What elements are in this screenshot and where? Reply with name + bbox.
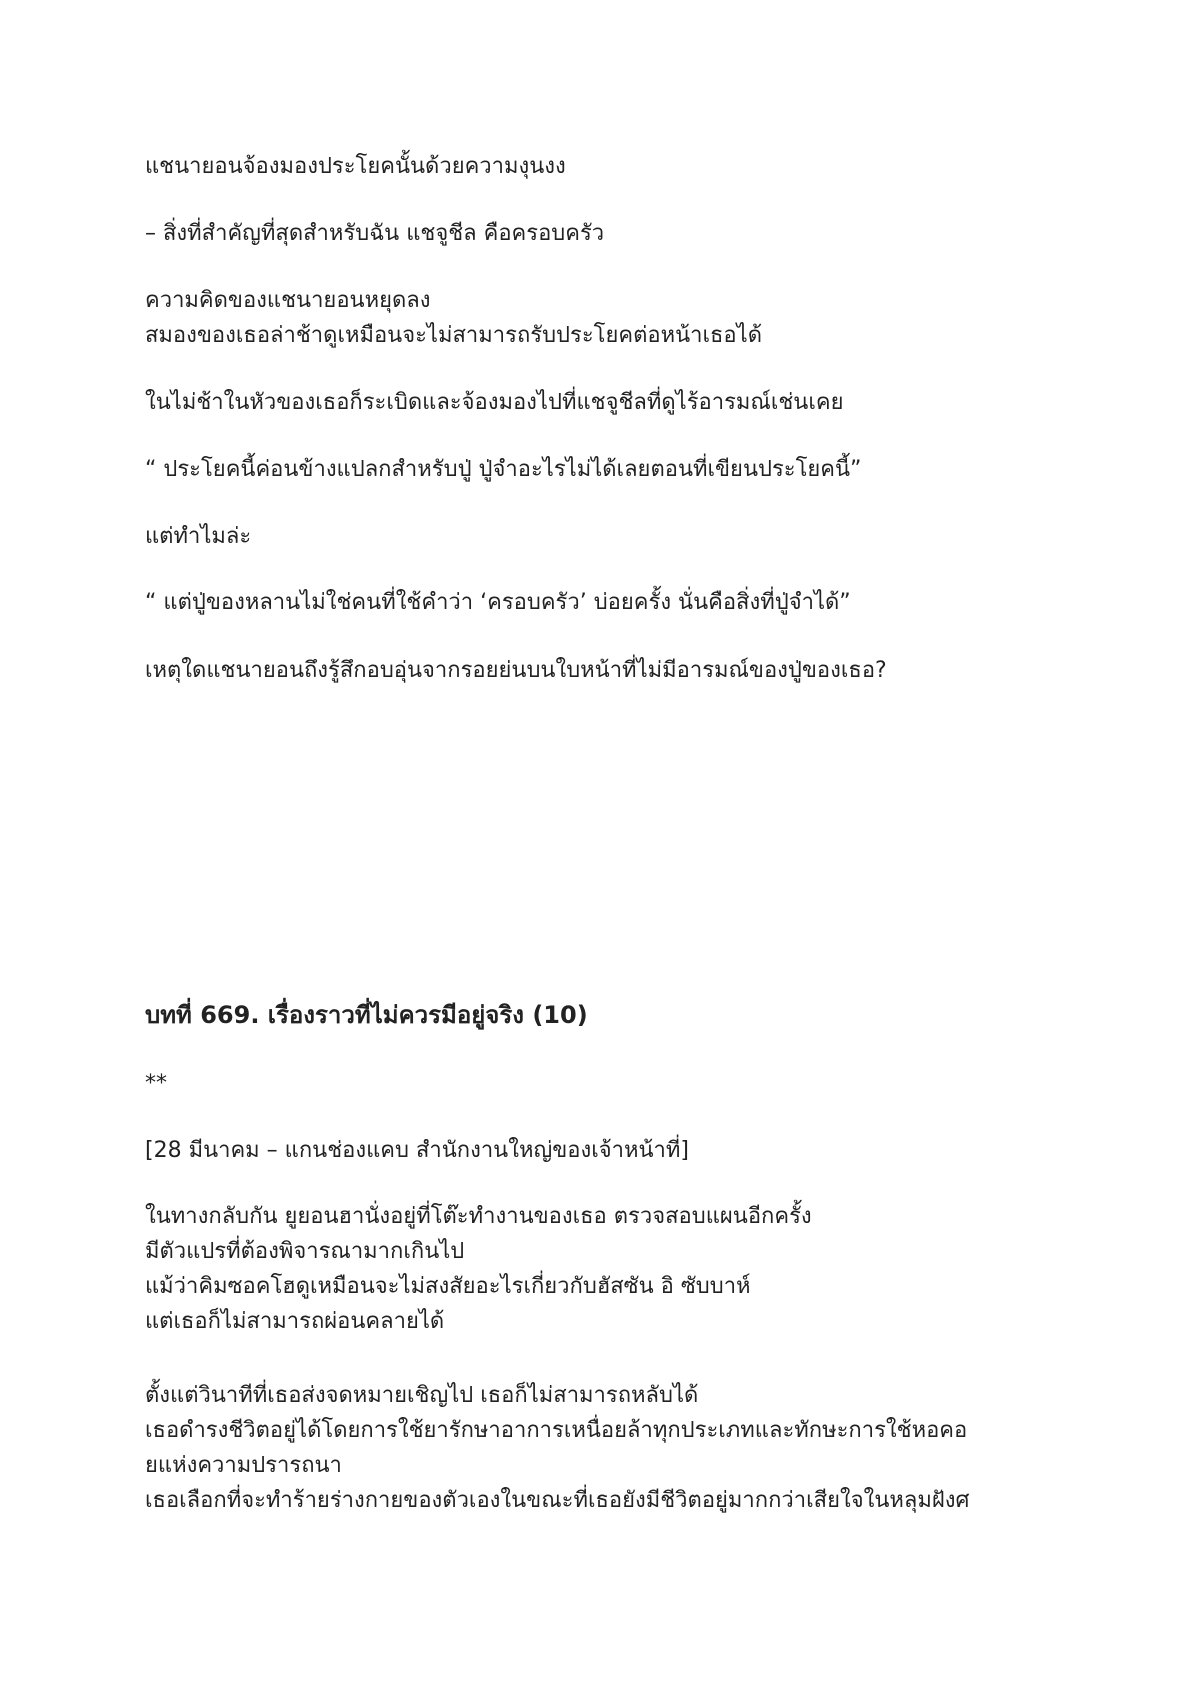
paragraph-line: ในทางกลับกัน ยูยอนฮานั่งอยู่ที่โต๊ะทำงานของเธอ ตรวจสอบแผนอีกครั้ง <box>145 1204 812 1229</box>
paragraph-line: ความคิดของแชนายอนหยุดลง <box>145 288 431 313</box>
paragraph <box>145 653 1075 688</box>
dialogue-text: – สิ่งที่สำคัญที่สุดสำหรับฉัน แชจูชีล คือครอบครัว <box>145 221 605 246</box>
paragraph-line: สมองของเธอล่าช้าดูเหมือนจะไม่สามารถรับประโยคต่อหน้าเธอได้ <box>145 323 762 348</box>
paragraph <box>145 1378 1075 1518</box>
paragraph <box>145 149 1075 184</box>
section-divider <box>145 1066 1075 1101</box>
paragraph-text: เหตุใดแชนายอนถึงรู้สึกอบอุ่นจากรอยย่นบนใบหน้าที่ไม่มีอารมณ์ของปู่ของเธอ? <box>145 658 887 683</box>
paragraph <box>145 452 1075 487</box>
dialogue-text: “ ประโยคนี้ค่อนข้างแปลกสำหรับปู่ ปู่จำอะไรไม่ได้เลยตอนที่เขียนประโยคนี้” <box>145 457 862 482</box>
divider-text: ** <box>145 1071 167 1096</box>
paragraph <box>145 519 1075 554</box>
paragraph <box>145 216 1075 251</box>
chapter-title: บทที่ 669. เรื่องราวที่ไม่ควรมีอยู่จริง (10) <box>145 1001 588 1029</box>
paragraph <box>145 283 1075 353</box>
paragraph-line: ยแห่งความปรารถนา <box>145 1453 342 1478</box>
paragraph-text: ในไม่ช้าในหัวของเธอก็ระเบิดและจ้องมองไปที่แชจูชีลที่ดูไร้อารมณ์เช่นเคย <box>145 390 844 415</box>
scene-setting <box>145 1133 1075 1168</box>
paragraph-line: แต่เธอก็ไม่สามารถผ่อนคลายได้ <box>145 1309 445 1334</box>
chapter-heading <box>145 998 1075 1033</box>
paragraph-text: แต่ทำไมล่ะ <box>145 524 252 549</box>
paragraph <box>145 1199 1075 1339</box>
paragraph <box>145 385 1075 420</box>
paragraph-line: เธอเลือกที่จะทำร้ายร่างกายของตัวเองในขณะที่เธอยังมีชีวิตอยู่มากกว่าเสียใจในหลุมฝังศ <box>145 1488 970 1513</box>
paragraph-line: เธอดำรงชีวิตอยู่ได้โดยการใช้ยารักษาอาการเหนื่อยล้าทุกประเภทและทักษะการใช้หอคอ <box>145 1418 968 1443</box>
dialogue-text: “ แต่ปู่ของหลานไม่ใช่คนที่ใช้คำว่า ‘ครอบครัว’ บ่อยครั้ง นั่นคือสิ่งที่ปู่จำได้” <box>145 590 851 615</box>
paragraph-line: มีตัวแปรที่ต้องพิจารณามากเกินไป <box>145 1239 465 1264</box>
paragraph-line: แม้ว่าคิมซอคโฮดูเหมือนจะไม่สงสัยอะไรเกี่ยวกับฮัสซัน อิ ซับบาห์ <box>145 1274 751 1299</box>
paragraph-line: ตั้งแต่วินาทีที่เธอส่งจดหมายเชิญไป เธอก็ไม่สามารถหลับได้ <box>145 1383 699 1408</box>
setting-text: [28 มีนาคม – แกนช่องแคบ สำนักงานใหญ่ของเจ้าหน้าที่] <box>145 1138 689 1163</box>
paragraph <box>145 585 1075 620</box>
paragraph-text: แชนายอนจ้องมองประโยคนั้นด้วยความงุนงง <box>145 154 566 179</box>
